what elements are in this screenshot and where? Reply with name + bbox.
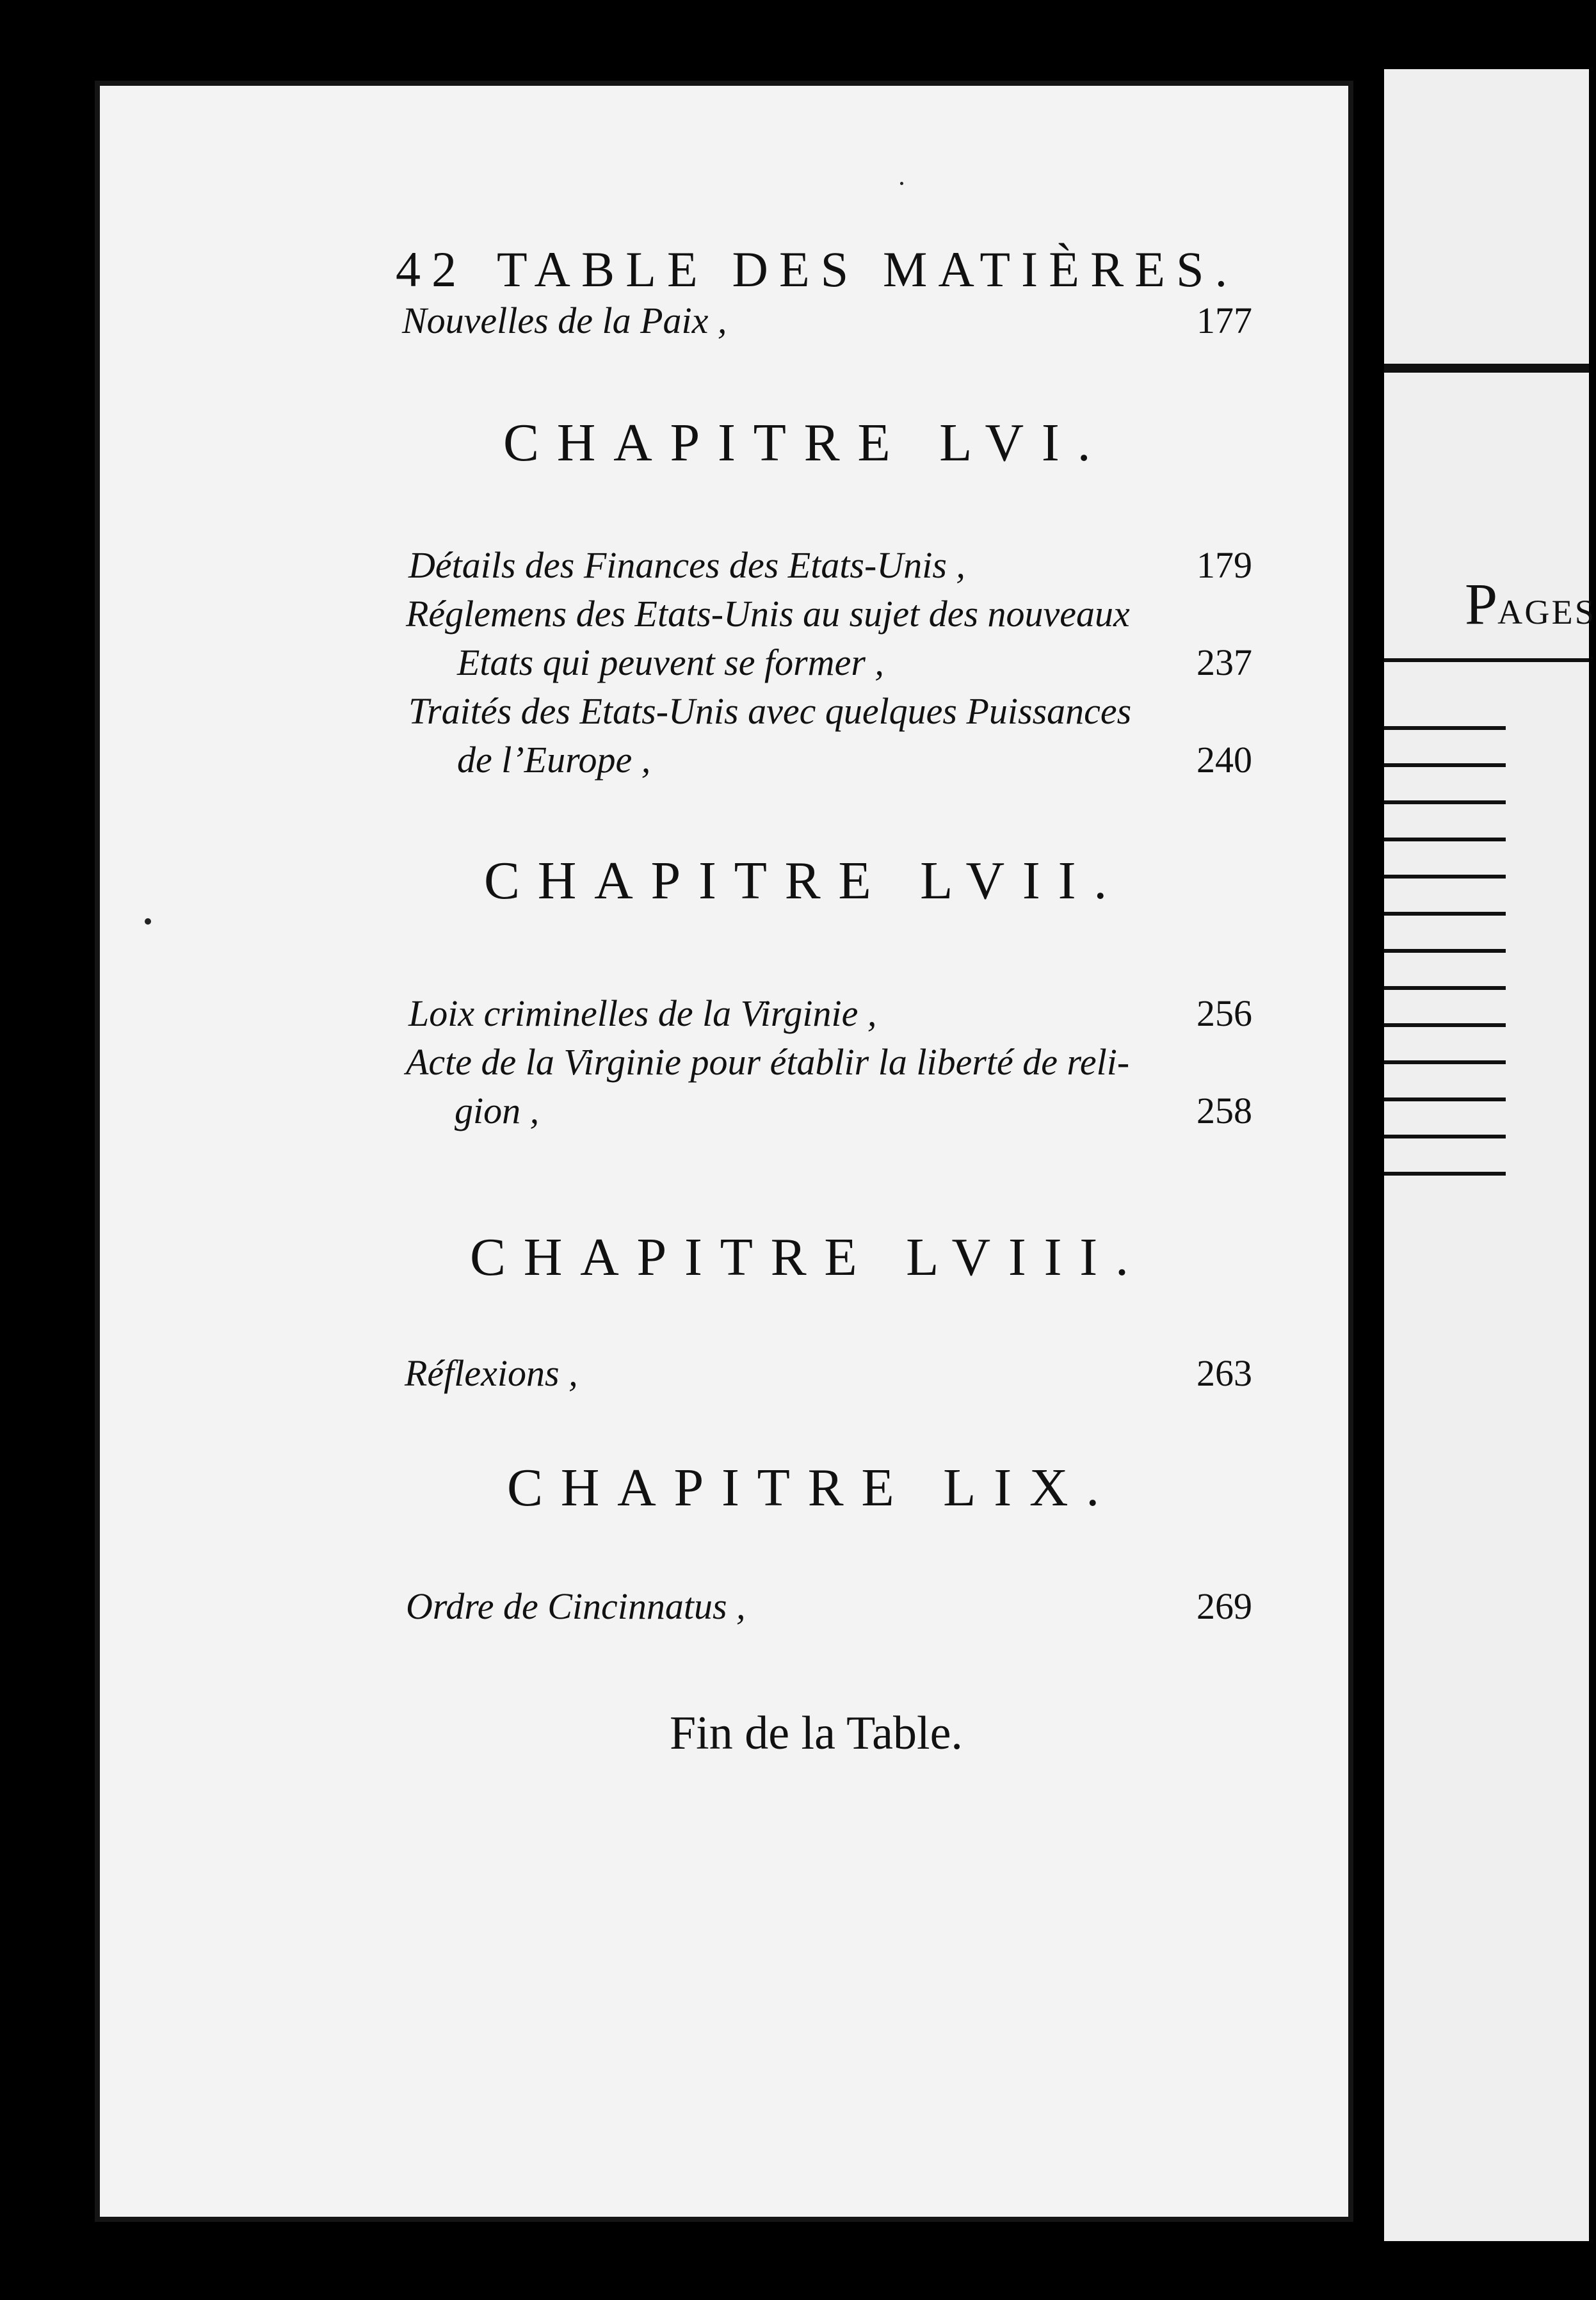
toc-entry-text: Réflexions , xyxy=(405,1352,578,1394)
facing-page-rule xyxy=(1384,364,1589,373)
page-gutter xyxy=(1353,81,1384,2222)
facing-page-rule xyxy=(1384,658,1589,662)
toc-entry-page: 177 xyxy=(1197,300,1252,341)
facing-page-rule xyxy=(1384,1135,1506,1138)
facing-page-rule xyxy=(1384,726,1506,730)
facing-page-label-rest: AGES xyxy=(1497,593,1596,631)
toc-entry-text: Acte de la Virginie pour établir la liberté de reli- xyxy=(406,1041,1130,1083)
facing-page-rule xyxy=(1384,1172,1506,1176)
facing-page-rule xyxy=(1384,800,1506,804)
chapter-heading: CHAPITRE LVI. xyxy=(503,413,1109,473)
facing-page xyxy=(1384,69,1589,2241)
toc-entry-page: 269 xyxy=(1197,1585,1252,1627)
facing-page-label-initial: P xyxy=(1465,571,1498,636)
book-page xyxy=(95,81,1353,2222)
toc-entry-page: 179 xyxy=(1197,544,1252,586)
chapter-heading: CHAPITRE LVIII. xyxy=(470,1227,1147,1287)
toc-entry-page: 237 xyxy=(1197,642,1252,683)
facing-page-rule xyxy=(1384,1097,1506,1101)
toc-entry-page: 256 xyxy=(1197,992,1252,1034)
facing-page-rule xyxy=(1384,1060,1506,1064)
toc-entry-page: 263 xyxy=(1197,1352,1252,1394)
facing-page-rule xyxy=(1384,838,1506,841)
facing-page-rule xyxy=(1384,986,1506,990)
facing-page-rule xyxy=(1384,763,1506,767)
toc-entry-text: gion , xyxy=(455,1090,540,1131)
chapter-heading: CHAPITRE LVII. xyxy=(484,851,1125,911)
toc-entry-page: 240 xyxy=(1197,739,1252,781)
toc-entry-text: Réglemens des Etats-Unis au sujet des nouveaux xyxy=(406,593,1130,635)
running-head: TABLE DES MATIÈRES. xyxy=(497,241,1239,297)
facing-page-label xyxy=(1465,570,1596,638)
ink-speck xyxy=(900,182,903,185)
toc-entry-page: 258 xyxy=(1197,1090,1252,1131)
toc-entry-text: Etats qui peuvent se former , xyxy=(457,642,884,683)
page-number: 42 xyxy=(396,241,468,297)
toc-entry-text: Détails des Finances des Etats-Unis , xyxy=(408,544,965,586)
ink-speck xyxy=(145,918,151,925)
facing-page-rule xyxy=(1384,875,1506,879)
toc-entry-text: Nouvelles de la Paix , xyxy=(402,300,727,341)
facing-page-rule xyxy=(1384,912,1506,916)
closing-line: Fin de la Table. xyxy=(670,1707,963,1760)
toc-entry-text: de l’Europe , xyxy=(457,739,651,781)
facing-page-rule xyxy=(1384,1023,1506,1027)
toc-entry-text: Ordre de Cincinnatus , xyxy=(406,1585,746,1627)
toc-entry-text: Traités des Etats-Unis avec quelques Puissances xyxy=(408,690,1132,732)
toc-entry-text: Loix criminelles de la Virginie , xyxy=(408,992,877,1034)
facing-page-rule xyxy=(1384,949,1506,953)
chapter-heading: CHAPITRE LIX. xyxy=(507,1458,1117,1518)
